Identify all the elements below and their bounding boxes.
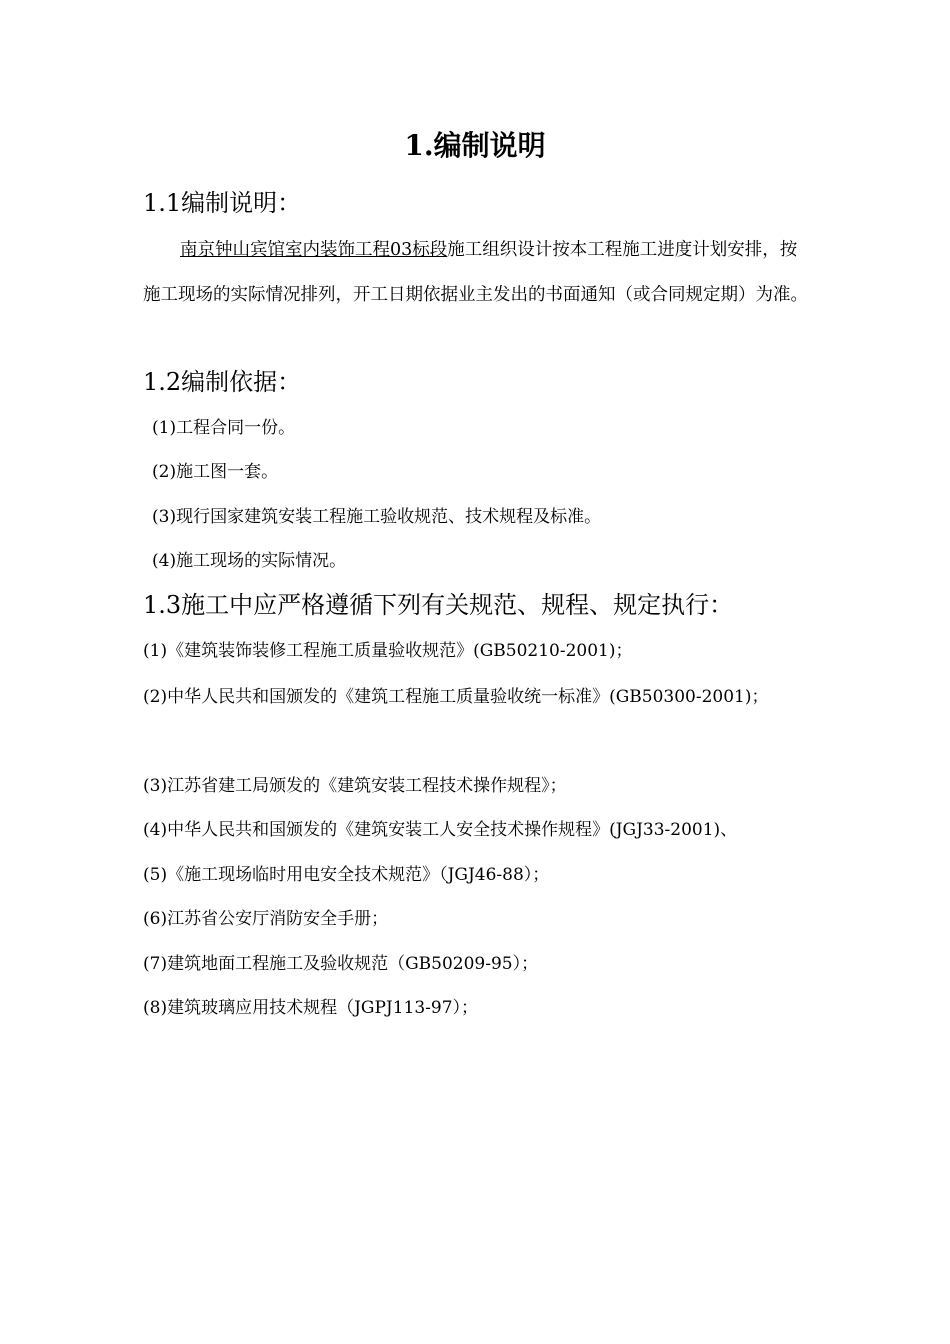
basis-item: (3)现行国家建筑安装工程施工验收规范、技术规程及标准。 (152, 507, 602, 527)
basis-item: (4)施工现场的实际情况。 (152, 551, 347, 571)
standard-item: (8)建筑玻璃应用技术规程（JGPJ113-97）； (143, 998, 479, 1018)
standard-item: (6)江苏省公安厅消防安全手册； (143, 909, 389, 929)
paragraph-body: 施工组织设计按本工程施工进度计划安排，按施工现场的实际情况排列，开工日期依据业主发出的书面通知（或合同规定期）为准。 (143, 240, 808, 305)
standard-item: (5)《施工现场临时用电安全技术规范》（JGJ46-88）； (143, 865, 550, 885)
basis-item: (1)工程合同一份。 (152, 418, 296, 438)
standard-item: (2)中华人民共和国颁发的《建筑工程施工质量验收统一标准》(GB50300-2001)； (143, 687, 769, 707)
standard-item: (3)江苏省建工局颁发的《建筑安装工程技术操作规程》； (143, 776, 567, 796)
basis-item: (2)施工图一套。 (152, 462, 279, 482)
standard-item: (1)《建筑装饰装修工程施工质量验收规范》(GB50210-2001)； (143, 641, 633, 661)
section-1-1-paragraph (143, 228, 808, 318)
section-heading-1-2: 1.2编制依据： (143, 368, 302, 396)
page-title: 1.编制说明 (404, 129, 546, 162)
standard-item: (7)建筑地面工程施工及验收规范（GB50209-95）； (143, 954, 539, 974)
section-heading-1-1: 1.1编制说明： (143, 189, 302, 217)
section-heading-1-3: 1.3施工中应严格遵循下列有关规范、规程、规定执行： (143, 591, 734, 619)
project-name: 南京钟山宾馆室内装饰工程03标段 (180, 240, 448, 260)
standard-item: (4)中华人民共和国颁发的《建筑安装工人安全技术操作规程》(JGJ33-2001)、 (143, 820, 738, 840)
